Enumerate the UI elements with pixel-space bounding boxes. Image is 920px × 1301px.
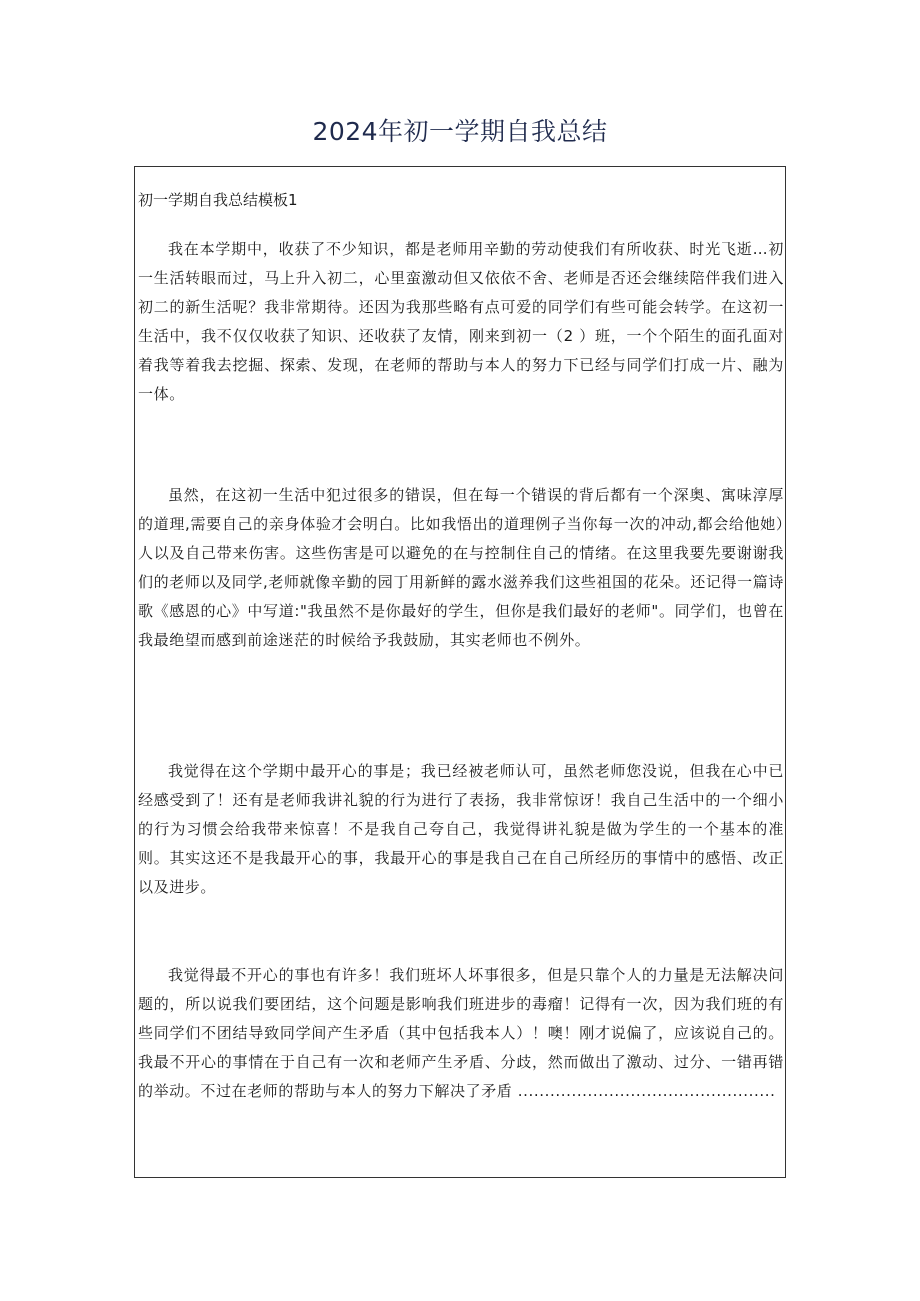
section-heading: 初一学期自我总结模板1 bbox=[138, 191, 298, 209]
paragraph-4: 我觉得最不开心的事也有许多！我们班坏人坏事很多，但是只靠个人的力量是无法解决问题的，所以说我们要团结，这个问题是影响我们班进步的毒瘤！记得有一次，因为我们班的有些同学们不团结导致同学间产生矛盾（其中包括我本人）！噢！刚才说偏了，应该说自己的。我最不开心的事情在于自己有一次和老师产生矛盾、分歧，然而做出了激动、过分、一错再错的举动。不过在老师的帮助与本人的努力下解决了矛盾 ................................................ bbox=[138, 966, 784, 1100]
paragraph-3: 我觉得在这个学期中最开心的事是；我已经被老师认可，虽然老师您没说，但我在心中已经感受到了！还有是老师我讲礼貌的行为进行了表扬，我非常惊讶！我自己生活中的一个细小的行为习惯会给我带来惊喜！不是我自己夸自己，我觉得讲礼貌是做为学生的一个基本的准则。其实这还不是我最开心的事，我最开心的事是我自己在自己所经历的事情中的感悟、改正以及进步。 bbox=[138, 762, 784, 896]
paragraph-2: 虽然，在这初一生活中犯过很多的错误，但在每一个错误的背后都有一个深奥、寓味淳厚的道理,需要自己的亲身体验才会明白。比如我悟出的道理例子当你每一次的冲动,都会给他她）人以及自己带来伤害。这些伤害是可以避免的在与控制住自己的情绪。在这里我要先要谢谢我们的老师以及同学,老师就像辛勤的园丁用新鲜的露水滋养我们这些祖国的花朵。还记得一篇诗歌《感恩的心》中写道:"我虽然不是你最好的学生，但你是我们最好的老师"。同学们，也曾在我最绝望而感到前途迷茫的时候给予我鼓励，其实老师也不例外。 bbox=[138, 486, 784, 649]
content-box bbox=[134, 166, 786, 1178]
document-title: 2024年初一学期自我总结 bbox=[312, 117, 608, 146]
paragraph-1: 我在本学期中，收获了不少知识，都是老师用辛勤的劳动使我们有所收获、时光飞逝…初一生活转眼而过，马上升入初二，心里蛮激动但又依依不舍、老师是否还会继续陪伴我们进入初二的新生活呢？我非常期待。还因为我那些略有点可爱的同学们有些可能会转学。在这初一生活中，我不仅仅收获了知识、还收获了友情，刚来到初一（2 ）班，一个个陌生的面孔面对着我等着我去挖掘、探索、发现，在老师的帮助与本人的努力下已经与同学们打成一片、融为一体。 bbox=[138, 240, 784, 403]
